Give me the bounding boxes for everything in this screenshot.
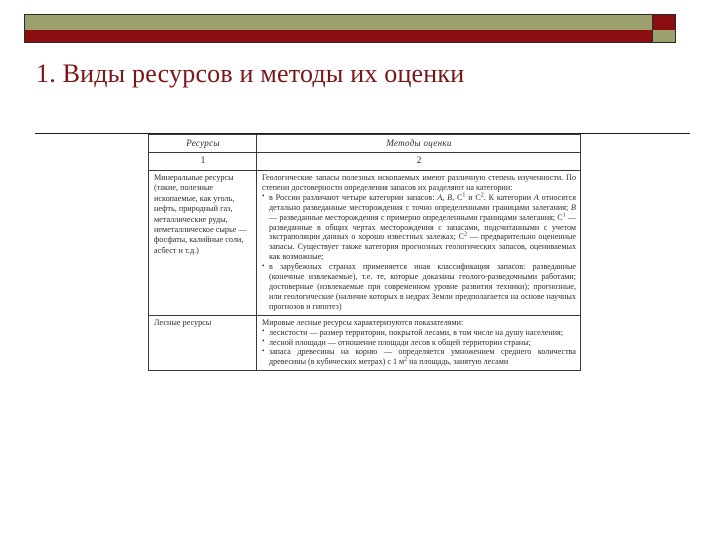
cell-methods-mineral	[257, 171, 581, 316]
column-header-resources: Ресурсы	[149, 135, 257, 153]
table-header-row	[149, 135, 581, 153]
list-item: • лесистости — размер территории, покрытой лесами, в том числе на душу населения;	[262, 328, 576, 338]
cell-resource-mineral: Минеральные ресурсы (такие, полезные ископаемые, как уголь, нефть, природный газ, металлические руды, неметаллическое сырье — фосфаты, калийные соли, асбест и т.д.)	[149, 171, 257, 316]
resources-table-container	[148, 134, 580, 371]
table-number-row	[149, 153, 581, 171]
methods-intro-mineral: Геологические запасы полезных ископаемых имеют различную степень изученности. По степени достоверности определения запасов их разделяют на категории:	[262, 173, 576, 192]
list-item: • в России различают четыре категории запасов: A, B, $C^1$ и $C^2$. К категории A относятся детально разведанные месторождения с точно определенными границами залегания; B — разведанные месторождения с примерно определенными границами залегания; $C^1$ — разведанные в общих чертах месторождения с запасами, подсчитанными с учетом экстраполяции данных о хорошо известных залежах; $C^2$ — предварительно оцененные запасы. Существует также категория прогнозных геологических запасов, оцениваемых как возможные;	[262, 193, 576, 262]
list-item: • запаса древесины на корню — определяется умножением среднего количества древесины (в кубических метрах) с 1 $м^2$ на площадь, занятую лесами	[262, 347, 576, 367]
ornament-red-band	[24, 30, 654, 43]
column-number-1: 1	[149, 153, 257, 171]
header-ornament-bar	[24, 14, 692, 44]
ornament-red-cap	[652, 14, 676, 31]
slide-title: 1. Виды ресурсов и методы их оценки	[36, 59, 465, 88]
resources-table	[148, 134, 581, 371]
column-number-2: 2	[257, 153, 581, 171]
list-item: • в зарубежных странах применяется иная классификация запасов: разведанные (конечные извлекаемые), т.е. те, которые доказаны геолого-разведочными работами; достоверные (извлекаемые при современном уровне развития техники); прогнозные, или геологические (наличие которых в недрах Земли предполагается на основе научных прогнозов и гипотез)	[262, 262, 576, 312]
cell-resource-forest: Лесные ресурсы	[149, 315, 257, 371]
table-row	[149, 171, 581, 316]
ornament-green-cap	[652, 30, 676, 43]
table-row	[149, 315, 581, 371]
methods-bullet-list-mineral	[262, 193, 576, 312]
methods-intro-forest: Мировые лесные ресурсы характеризуются показателями:	[262, 317, 464, 327]
list-item: • лесной площади — отношение площади лесов к общей территории страны;	[262, 338, 576, 348]
ornament-green-band	[24, 14, 654, 31]
cell-methods-forest	[257, 315, 581, 371]
column-header-methods: Методы оценки	[257, 135, 581, 153]
methods-bullet-list-forest	[262, 328, 576, 368]
